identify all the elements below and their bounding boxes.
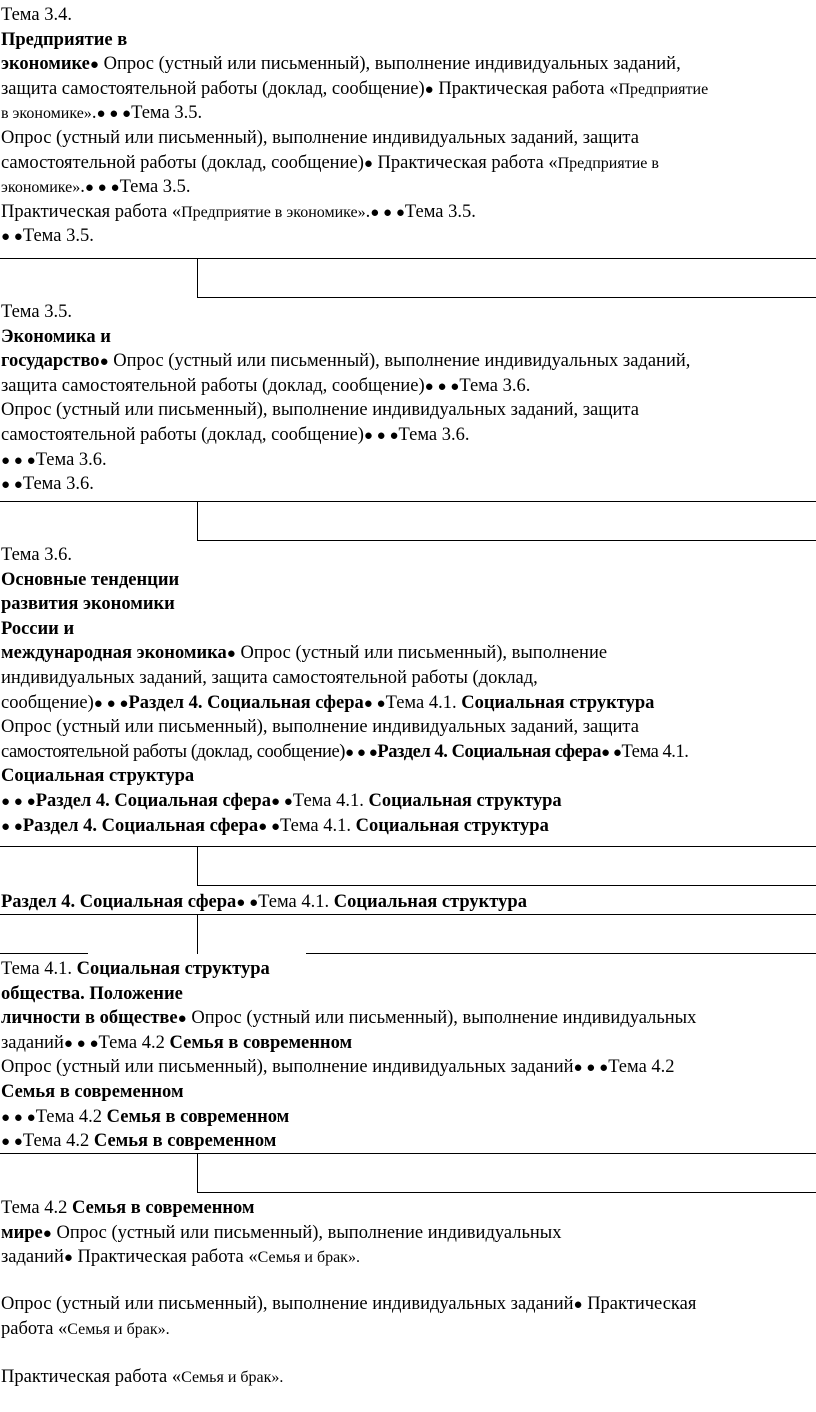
bullet-icon: ●	[177, 1011, 187, 1028]
line	[1, 448, 816, 473]
bullet-icon: ●	[89, 57, 99, 74]
topic-number: Тема 4.2	[22, 1131, 90, 1152]
topic-title: Социальная структура	[368, 790, 562, 811]
divider	[0, 846, 816, 847]
topic-number: Тема 4.2	[1, 1198, 68, 1218]
line	[1, 691, 816, 716]
line	[1, 28, 816, 53]
paragraph	[1, 1365, 816, 1390]
section-topic-3-5	[1, 300, 816, 497]
line	[1, 325, 816, 350]
topic-number: Тема 4.1.	[292, 790, 364, 811]
topic-title: Семья в современном	[93, 1131, 277, 1152]
bullet-icon: ●	[42, 1225, 52, 1242]
bullet-icon: ●	[99, 354, 109, 371]
line	[1, 175, 816, 200]
divider	[197, 501, 198, 541]
line	[1, 101, 816, 126]
text: Опрос (устный или письменный), выполнение индивидуальных заданий	[1, 1294, 574, 1314]
line	[1, 568, 816, 593]
line	[1, 890, 816, 915]
section-topic-3-6	[1, 543, 816, 838]
text-small: Семья и брак».	[257, 1249, 360, 1267]
line	[1, 592, 816, 617]
text: Практическая работа «	[1, 1367, 182, 1387]
topic-number: Тема 3.5.	[22, 226, 94, 247]
text: Опрос (устный или письменный), выполнение индивидуальных заданий,	[108, 351, 691, 372]
bullet-icon: ● ●	[270, 793, 293, 810]
bullet-icon: ●	[424, 81, 434, 98]
line	[1, 349, 816, 374]
line	[1, 1221, 816, 1246]
text: Практическая работа «	[372, 152, 558, 173]
topic-title: Социальная структура	[355, 815, 549, 836]
topic-title: Предприятие в	[1, 29, 128, 50]
bullet-icon: ● ● ●	[1, 1109, 36, 1126]
section-heading: Раздел 4. Социальная сфера	[1, 892, 237, 912]
bullet-icon: ● ● ●	[370, 204, 405, 221]
topic-number: Тема 3.6.	[398, 424, 470, 445]
line	[1, 300, 816, 325]
topic-number: Тема 3.5.	[1, 302, 72, 322]
topic-title: государство	[1, 351, 100, 372]
text: самостоятельной работы (доклад, сообщение)	[1, 741, 345, 762]
text: самостоятельной работы (доклад, сообщение)	[1, 424, 364, 445]
topic-title: Семья в современном	[106, 1106, 290, 1127]
text-small: Предприятие в	[557, 154, 659, 172]
bullet-icon: ●	[363, 155, 373, 172]
bullet-icon: ● ●	[1, 818, 23, 835]
topic-number: Тема 4.1.	[385, 692, 457, 713]
line	[1, 1080, 816, 1105]
line	[1, 1105, 816, 1130]
line	[1, 789, 816, 814]
section-topic-3-4	[1, 3, 816, 249]
topic-title: общества. Положение	[1, 983, 183, 1004]
topic-title: России и	[1, 618, 75, 639]
line	[1, 224, 816, 249]
bullet-icon: ● ● ●	[96, 106, 132, 123]
line	[1, 1055, 816, 1080]
topic-title: Семья в современном	[169, 1032, 353, 1053]
divider	[0, 501, 816, 502]
topic-title: международная экономика	[1, 643, 227, 664]
topic-number: Тема 3.6.	[459, 375, 531, 396]
line	[1, 3, 816, 28]
line	[1, 374, 816, 399]
bullet-icon: ● ●	[363, 695, 386, 712]
text: Опрос (устный или письменный), выполнение индивидуальных заданий, защита	[1, 400, 639, 421]
bullet-icon: ● ● ●	[573, 1060, 609, 1077]
topic-number: Тема 3.6.	[35, 449, 107, 470]
topic-number: Тема 4.2	[98, 1032, 165, 1053]
topic-title: Социальная структура	[461, 692, 655, 713]
text: Практическая работа «	[72, 1247, 258, 1268]
line	[1, 52, 816, 77]
text: Практическая работа «	[1, 201, 182, 222]
topic-number: Тема 3.6.	[1, 545, 72, 565]
topic-title: Социальная структура	[1, 766, 195, 787]
line	[1, 740, 816, 765]
text: Опрос (устный или письменный), выполнение индивидуальных заданий, защита	[1, 127, 639, 148]
line	[1, 1196, 816, 1221]
line	[1, 1006, 816, 1031]
bullet-icon: ● ●	[258, 818, 281, 835]
line	[1, 398, 816, 423]
topic-number: Тема 4.2	[35, 1106, 103, 1127]
text: .	[80, 177, 85, 198]
line	[1, 423, 816, 448]
bullet-icon: ●	[573, 1297, 583, 1313]
divider	[197, 297, 816, 298]
text-small: экономике»	[1, 179, 81, 197]
text: Опрос (устный или письменный), выполнение индивидуальных	[186, 1008, 697, 1029]
bullet-icon: ● ● ●	[344, 744, 378, 761]
topic-title: развития экономики	[1, 594, 175, 615]
line	[1, 472, 816, 497]
line	[1, 126, 816, 151]
text: Опрос (устный или письменный), выполнение индивидуальных заданий	[1, 1057, 574, 1078]
line	[1, 814, 816, 839]
text: Опрос (устный или письменный), выполнение	[235, 643, 608, 664]
bullet-icon: ● ●	[601, 744, 622, 761]
topic-number: Тема 4.1.	[1, 959, 72, 979]
text: .	[91, 103, 97, 124]
topic-number: Тема 4.1.	[280, 815, 352, 836]
section-heading-row	[1, 890, 816, 915]
text: сообщение)	[1, 692, 94, 713]
line	[1, 1245, 816, 1270]
table-separator	[0, 1153, 816, 1193]
text: Практическая работа «	[433, 78, 619, 99]
text: защита самостоятельной работы (доклад, сообщение)	[1, 78, 425, 99]
text: индивидуальных заданий, защита самостоятельной работы (доклад,	[1, 667, 538, 688]
text-small: Предприятие	[618, 80, 709, 98]
bullet-icon: ●	[226, 646, 236, 663]
bullet-icon: ● ● ●	[63, 1035, 99, 1052]
bullet-icon: ● ● ●	[1, 793, 36, 810]
topic-title: Семья в современном	[1, 1081, 184, 1102]
text-small: в экономике»	[1, 105, 92, 123]
bullet-icon: ● ●	[236, 895, 259, 911]
bullet-icon: ● ● ●	[84, 180, 120, 197]
topic-number: Тема 3.5.	[131, 103, 203, 124]
line	[1, 715, 816, 740]
topic-title: личности в обществе	[1, 1008, 178, 1029]
text: самостоятельной работы (доклад, сообщение)	[1, 152, 364, 173]
line	[1, 543, 816, 568]
table-separator	[0, 846, 816, 886]
line	[1, 77, 816, 102]
topic-title: Социальная структура	[333, 892, 527, 912]
section-topic-4-2	[1, 1196, 816, 1270]
bullet-icon: ● ● ●	[363, 427, 399, 444]
paragraph	[1, 1292, 816, 1341]
section-heading: Раздел 4. Социальная сфера	[128, 692, 364, 713]
divider	[197, 1192, 816, 1193]
bullet-icon: ● ● ●	[93, 695, 129, 712]
topic-number: Тема 3.5.	[404, 201, 476, 222]
line	[1, 957, 816, 982]
divider	[0, 953, 88, 954]
line	[1, 1365, 816, 1390]
section-topic-4-1	[1, 957, 816, 1154]
bullet-icon: ● ●	[1, 1134, 23, 1151]
topic-number: Тема 4.2	[608, 1057, 675, 1078]
line	[1, 764, 816, 789]
section-heading: Раздел 4. Социальная сфера	[377, 741, 601, 762]
topic-title: Основные тенденции	[1, 569, 180, 590]
divider	[0, 1153, 816, 1154]
text: Практическая	[582, 1294, 697, 1314]
text: .	[365, 201, 371, 222]
text-small: Семья и брак».	[67, 1320, 170, 1338]
text: заданий	[1, 1032, 64, 1053]
topic-title: мире	[1, 1222, 43, 1243]
topic-number: Тема 3.4.	[1, 5, 72, 25]
divider	[197, 914, 198, 954]
bullet-icon: ● ● ●	[424, 378, 460, 395]
text: Опрос (устный или письменный), выполнение индивидуальных заданий, защита	[1, 717, 639, 738]
section-heading: Раздел 4. Социальная сфера	[35, 790, 271, 811]
topic-title: Семья в современном	[71, 1198, 255, 1218]
text-small: Семья и брак».	[181, 1369, 284, 1386]
table-separator	[0, 501, 816, 541]
line	[1, 982, 816, 1007]
line	[1, 151, 816, 176]
line	[1, 641, 816, 666]
text: работа «	[1, 1318, 68, 1339]
section-heading: Раздел 4. Социальная сфера	[22, 815, 259, 836]
bullet-icon: ● ●	[1, 477, 23, 494]
line	[1, 1317, 816, 1342]
text-small: Предприятие в экономике»	[181, 203, 366, 221]
line	[1, 1031, 816, 1056]
line	[1, 666, 816, 691]
table-separator	[0, 914, 816, 954]
divider	[0, 258, 816, 259]
divider	[197, 885, 816, 886]
topic-number: Тема 4.1.	[621, 741, 689, 762]
table-separator	[0, 258, 816, 298]
line	[1, 1129, 816, 1154]
text: Опрос (устный или письменный), выполнение индивидуальных заданий,	[98, 54, 681, 75]
divider	[197, 1153, 198, 1193]
topic-title: экономике	[1, 54, 90, 75]
topic-number: Тема 3.6.	[22, 474, 94, 495]
topic-title: Социальная структура	[76, 959, 270, 979]
topic-title: Экономика и	[1, 326, 111, 347]
line	[1, 200, 816, 225]
topic-number: Тема 4.1.	[258, 892, 330, 912]
line	[1, 617, 816, 642]
line	[1, 1292, 816, 1317]
topic-number: Тема 3.5.	[119, 177, 191, 198]
text: Опрос (устный или письменный), выполнение индивидуальных	[51, 1222, 562, 1243]
divider	[197, 846, 198, 886]
bullet-icon: ● ● ●	[1, 452, 36, 469]
divider	[306, 953, 816, 954]
text: заданий	[1, 1247, 64, 1268]
divider	[197, 540, 816, 541]
bullet-icon: ●	[63, 1250, 73, 1267]
divider	[197, 258, 198, 298]
text: защита самостоятельной работы (доклад, сообщение)	[1, 375, 425, 396]
bullet-icon: ● ●	[1, 229, 23, 246]
divider	[0, 914, 816, 915]
